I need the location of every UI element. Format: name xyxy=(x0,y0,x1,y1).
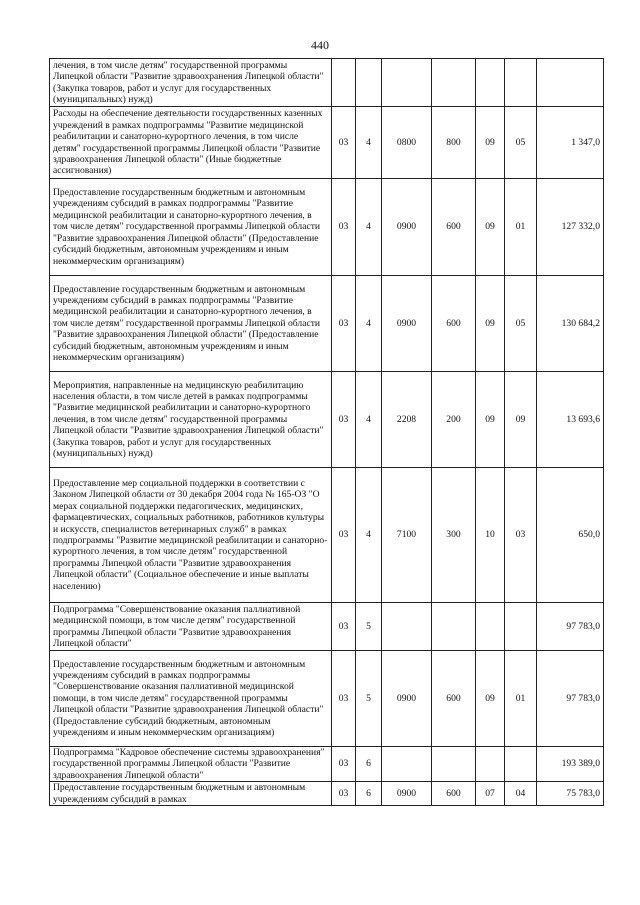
code-cell xyxy=(382,603,432,651)
code-cell: 10 xyxy=(476,468,505,603)
code-cell: 09 xyxy=(476,651,505,747)
code-cell: 03 xyxy=(332,276,356,372)
code-cell: 03 xyxy=(332,651,356,747)
page-number: 440 xyxy=(311,38,329,52)
amount-cell: 127 332,0 xyxy=(537,179,604,276)
code-cell: 0900 xyxy=(382,179,432,276)
code-cell: 6 xyxy=(356,747,382,782)
code-cell: 05 xyxy=(505,276,537,372)
code-cell: 4 xyxy=(356,276,382,372)
code-cell: 09 xyxy=(476,179,505,276)
code-cell xyxy=(505,603,537,651)
code-cell xyxy=(432,603,476,651)
code-cell: 03 xyxy=(332,603,356,651)
code-cell: 800 xyxy=(432,107,476,179)
code-cell: 2208 xyxy=(382,372,432,468)
row-description: Мероприятия, направленные на медицинскую реабилитацию населения области, в том числе детей в рамках подпрограммы "Развитие медицинской реабилитации и санаторно-курортного лечения, в том числе детям" государственной программы Липецкой области "Развитие здравоохранения Липецкой области" (Закупка товаров, работ и услуг для государственных (муниципальных) нужд) xyxy=(50,372,332,468)
row-description: Расходы на обеспечение деятельности государственных казенных учреждений в рамках подпрограммы "Развитие медицинской реабилитации и санаторно-курортного лечения, в том числе детям" государственной программы Липецкой области "Развитие здравоохранения Липецкой области" (Иные бюджетные ассигнования) xyxy=(50,107,332,179)
amount-cell: 130 684,2 xyxy=(537,276,604,372)
code-cell xyxy=(505,59,537,107)
code-cell: 4 xyxy=(356,179,382,276)
code-cell xyxy=(432,747,476,782)
code-cell: 03 xyxy=(505,468,537,603)
code-cell: 4 xyxy=(356,468,382,603)
code-cell: 09 xyxy=(505,372,537,468)
row-description: Подпрограмма "Совершенствование оказания паллиативной медицинской помощи, в том числе детям" государственной программы Липецкой области "Развитие здравоохранения Липецкой области" xyxy=(50,603,332,651)
budget-table-body xyxy=(50,59,604,806)
row-description: лечения, в том числе детям" государственной программы Липецкой области "Развитие здравоохранения Липецкой области" (Закупка товаров, работ и услуг для государственных (муниципальных) нужд) xyxy=(50,59,332,107)
table-row xyxy=(50,107,604,179)
amount-cell: 75 783,0 xyxy=(537,782,604,806)
code-cell: 0800 xyxy=(382,107,432,179)
code-cell: 600 xyxy=(432,179,476,276)
amount-cell: 13 693,6 xyxy=(537,372,604,468)
code-cell xyxy=(476,747,505,782)
row-description: Предоставление государственным бюджетным и автономным учреждениям субсидий в рамках подпрограммы "Совершенствование оказания паллиативной медицинской помощи, в том числе детям" государственной программы Липецкой области "Развитие здравоохранения Липецкой области" (Предоставление субсидий бюджетным, автономным учреждениям и иным некоммерческим организациям) xyxy=(50,651,332,747)
code-cell xyxy=(332,59,356,107)
code-cell: 09 xyxy=(476,107,505,179)
amount-cell: 650,0 xyxy=(537,468,604,603)
code-cell: 03 xyxy=(332,782,356,806)
amount-cell: 1 347,0 xyxy=(537,107,604,179)
code-cell xyxy=(476,59,505,107)
table-row xyxy=(50,59,604,107)
table-row xyxy=(50,276,604,372)
code-cell: 04 xyxy=(505,782,537,806)
budget-table xyxy=(49,58,604,806)
code-cell: 0900 xyxy=(382,276,432,372)
code-cell: 09 xyxy=(476,276,505,372)
code-cell: 200 xyxy=(432,372,476,468)
code-cell: 5 xyxy=(356,603,382,651)
amount-cell: 97 783,0 xyxy=(537,651,604,747)
table-row xyxy=(50,468,604,603)
table-row xyxy=(50,747,604,782)
code-cell xyxy=(356,59,382,107)
code-cell: 4 xyxy=(356,107,382,179)
amount-cell: 97 783,0 xyxy=(537,603,604,651)
amount-cell xyxy=(537,59,604,107)
code-cell: 01 xyxy=(505,179,537,276)
code-cell: 07 xyxy=(476,782,505,806)
code-cell xyxy=(505,747,537,782)
row-description: Предоставление государственным бюджетным и автономным учреждениям субсидий в рамках подпрограммы "Развитие медицинской реабилитации и санаторно-курортного лечения, в том числе детям" государственной программы Липецкой области "Развитие здравоохранения Липецкой области" (Предоставление субсидий бюджетным, автономным учреждениям и иным некоммерческим организациям) xyxy=(50,276,332,372)
code-cell: 600 xyxy=(432,651,476,747)
code-cell: 03 xyxy=(332,179,356,276)
code-cell: 0900 xyxy=(382,782,432,806)
code-cell: 0900 xyxy=(382,651,432,747)
row-description: Подпрограмма "Кадровое обеспечение системы здравоохранения" государственной программы Липецкой области "Развитие здравоохранения Липецкой области" xyxy=(50,747,332,782)
code-cell: 03 xyxy=(332,372,356,468)
code-cell: 05 xyxy=(505,107,537,179)
code-cell xyxy=(382,59,432,107)
code-cell: 600 xyxy=(432,782,476,806)
code-cell: 09 xyxy=(476,372,505,468)
code-cell xyxy=(382,747,432,782)
code-cell xyxy=(476,603,505,651)
code-cell: 5 xyxy=(356,651,382,747)
code-cell: 300 xyxy=(432,468,476,603)
table-row xyxy=(50,651,604,747)
code-cell: 7100 xyxy=(382,468,432,603)
code-cell: 03 xyxy=(332,747,356,782)
code-cell: 01 xyxy=(505,651,537,747)
table-row xyxy=(50,179,604,276)
row-description: Предоставление государственным бюджетным и автономным учреждениям субсидий в рамках xyxy=(50,782,332,806)
table-row xyxy=(50,372,604,468)
code-cell: 4 xyxy=(356,372,382,468)
row-description: Предоставление мер социальной поддержки в соответствии с Законом Липецкой области от 30 декабря 2004 года № 165-ОЗ "О мерах социальной поддержки педагогических, медицинских, фармацевтических, социальных работников, работников культуры и искусств, специалистов ветеринарных служб" в рамках подпрограммы "Развитие медицинской реабилитации и санаторно-курортного лечения, в том числе детям" государственной программы Липецкой области "Развитие здравоохранения Липецкой области" (Социальное обеспечение и иные выплаты населению) xyxy=(50,468,332,603)
table-row xyxy=(50,782,604,806)
code-cell: 03 xyxy=(332,468,356,603)
row-description: Предоставление государственным бюджетным и автономным учреждениям субсидий в рамках подпрограммы "Развитие медицинской реабилитации и санаторно-курортного лечения, в том числе детям" государственной программы Липецкой области "Развитие здравоохранения Липецкой области" (Предоставление субсидий бюджетным, автономным учреждениям и иным некоммерческим организациям) xyxy=(50,179,332,276)
code-cell: 03 xyxy=(332,107,356,179)
code-cell xyxy=(432,59,476,107)
amount-cell: 193 389,0 xyxy=(537,747,604,782)
table-row xyxy=(50,603,604,651)
code-cell: 600 xyxy=(432,276,476,372)
code-cell: 6 xyxy=(356,782,382,806)
